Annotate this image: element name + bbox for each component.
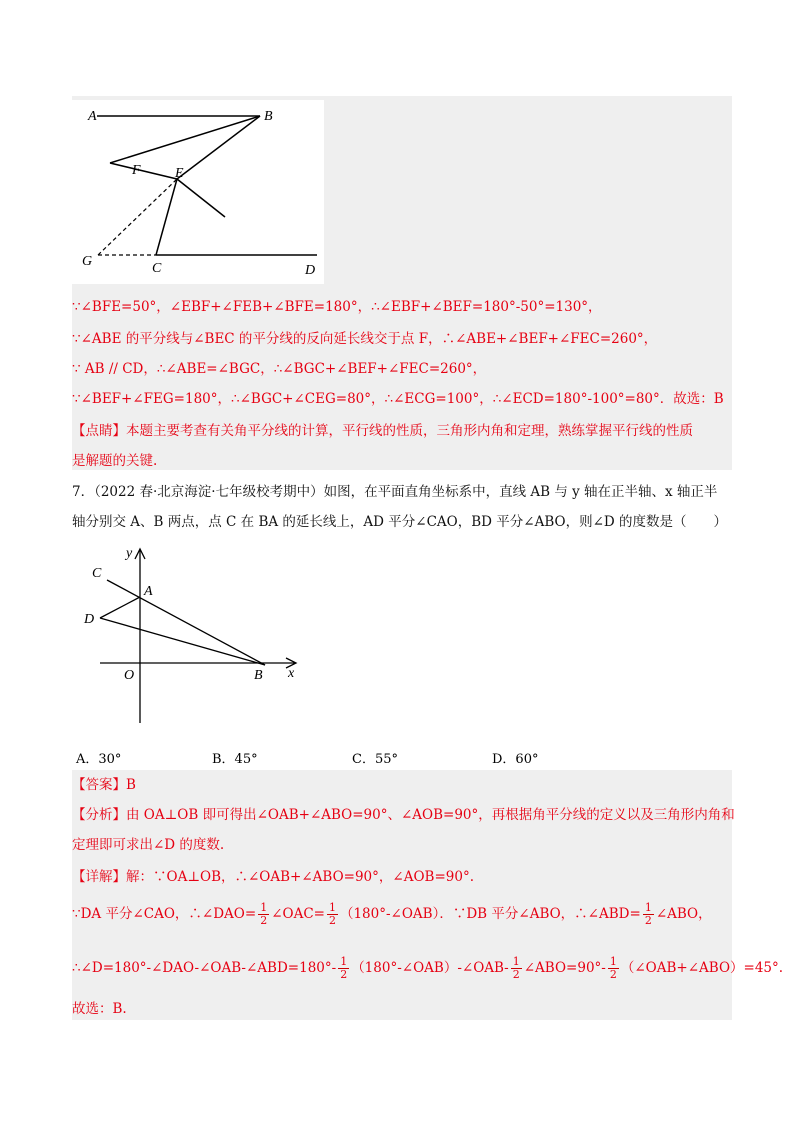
sol1-line-3: ∵ AB // CD，∴∠ABE=∠BGC，∴∠BGC+∠BEF+∠FEC=260°， [72, 361, 487, 377]
fig2-label-C: C [92, 566, 102, 581]
fraction-half [643, 902, 654, 927]
q7-line-2: 轴分别交 A、B 两点，点 C 在 BA 的延长线上，AD 平分∠CAO，BD 平分∠ABO，则∠D 的度数是（ ） [72, 514, 727, 530]
d3a: ∴∠D=180°-∠DAO-∠OAB-∠ABD=180°- [72, 960, 337, 976]
fraction-half [338, 956, 349, 981]
d2c: （180°-∠OAB）．∵DB 平分∠ABO，∴∠ABD= [339, 906, 641, 922]
sol1-point-2: 是解题的关键. [72, 453, 158, 469]
q7-line-1: 7．（2022 春·北京海淀·七年级校考期中）如图，在平面直角坐标系中，直线 AB 与 y 轴在正半轴、x 轴正半 [72, 484, 718, 500]
sol1-line-4: ∵∠BEF+∠FEG=180°，∴∠BGC+∠CEG=80°，∴∠ECG=100°，∴∠ECD=180°-100°=80°．故选：B [72, 391, 724, 407]
sol7-answer: 【答案】B [72, 777, 136, 793]
frac-den: 2 [512, 968, 520, 981]
frac-den: 2 [260, 914, 268, 927]
sol7-analysis [72, 806, 735, 824]
frac-num: 1 [260, 901, 268, 914]
fraction-half [511, 956, 522, 981]
d2a: ∵DA 平分∠CAO，∴∠DAO= [72, 906, 257, 922]
fig2-label-D: D [84, 612, 95, 627]
sol7-detail [72, 868, 732, 886]
fig2-label-x: x [288, 666, 295, 681]
point-text: 本题主要考查有关角平分线的计算，平行线的性质，三角形内角和定理，熟练掌握平行线的性质 [126, 423, 693, 439]
fig2-label-B: B [254, 668, 263, 683]
fig1-label-B: B [264, 109, 273, 124]
option-a[interactable]: A．30° [76, 752, 122, 767]
d3b: （180°-∠OAB）-∠OAB- [351, 960, 509, 976]
option-d[interactable]: D．60° [492, 752, 539, 767]
frac-num: 1 [512, 955, 520, 968]
fig2-label-O: O [124, 668, 135, 683]
figure-1 [72, 100, 324, 284]
fig1-label-F: F [132, 163, 141, 178]
detail-tag: 【详解】 [72, 869, 126, 885]
fig2-label-y: y [126, 546, 133, 561]
frac-num: 1 [644, 901, 652, 914]
fraction-half [327, 902, 338, 927]
d2b: ∠OAC= [271, 906, 325, 922]
sol1-line-2: ∵∠ABE 的平分线与∠BEC 的平分线的反向延长线交于点 F，∴∠ABE+∠BEF+∠FEC=260°， [72, 331, 658, 347]
sol1-point [72, 422, 732, 440]
sol7-final: 故选：B. [72, 1001, 127, 1017]
frac-num: 1 [340, 955, 348, 968]
fraction-half [258, 902, 269, 927]
fig1-label-A: A [88, 109, 97, 124]
frac-num: 1 [328, 901, 336, 914]
frac-den: 2 [644, 914, 652, 927]
d3c: ∠ABO=90°- [523, 960, 606, 976]
fig1-label-C: C [152, 261, 162, 276]
point-tag: 【点睛】 [72, 423, 126, 439]
sol7-analysis-2: 定理即可求出∠D 的度数. [72, 837, 225, 853]
fig2-label-A: A [144, 584, 153, 599]
sol7-detail-2 [72, 900, 732, 928]
frac-den: 2 [609, 968, 617, 981]
analysis-tag: 【分析】 [72, 807, 126, 823]
d3d: （∠OAB+∠ABO）=45°. [620, 960, 784, 976]
d2d: ∠ABO， [655, 906, 712, 922]
option-c[interactable]: C．55° [352, 752, 398, 767]
option-b[interactable]: B．45° [212, 752, 258, 767]
frac-num: 1 [609, 955, 617, 968]
frac-den: 2 [340, 968, 348, 981]
fig1-label-G: G [82, 254, 93, 269]
figure-2 [80, 545, 310, 730]
fraction-half [608, 956, 619, 981]
sol7-detail-3 [72, 954, 784, 982]
fig1-label-E: E [175, 166, 184, 181]
analysis-text: 由 OA⊥OB 即可得出∠OAB+∠ABO=90°、∠AOB=90°，再根据角平分线的定义以及三角形内角和 [126, 807, 735, 823]
detail-text: 解：∵OA⊥OB，∴∠OAB+∠ABO=90°，∠AOB=90°. [126, 869, 474, 885]
fig1-label-D: D [305, 263, 316, 278]
frac-den: 2 [328, 914, 336, 927]
sol1-line-1: ∵∠BFE=50°，∠EBF+∠FEB+∠BFE=180°，∴∠EBF+∠BEF=180°-50°=130°， [72, 299, 602, 315]
